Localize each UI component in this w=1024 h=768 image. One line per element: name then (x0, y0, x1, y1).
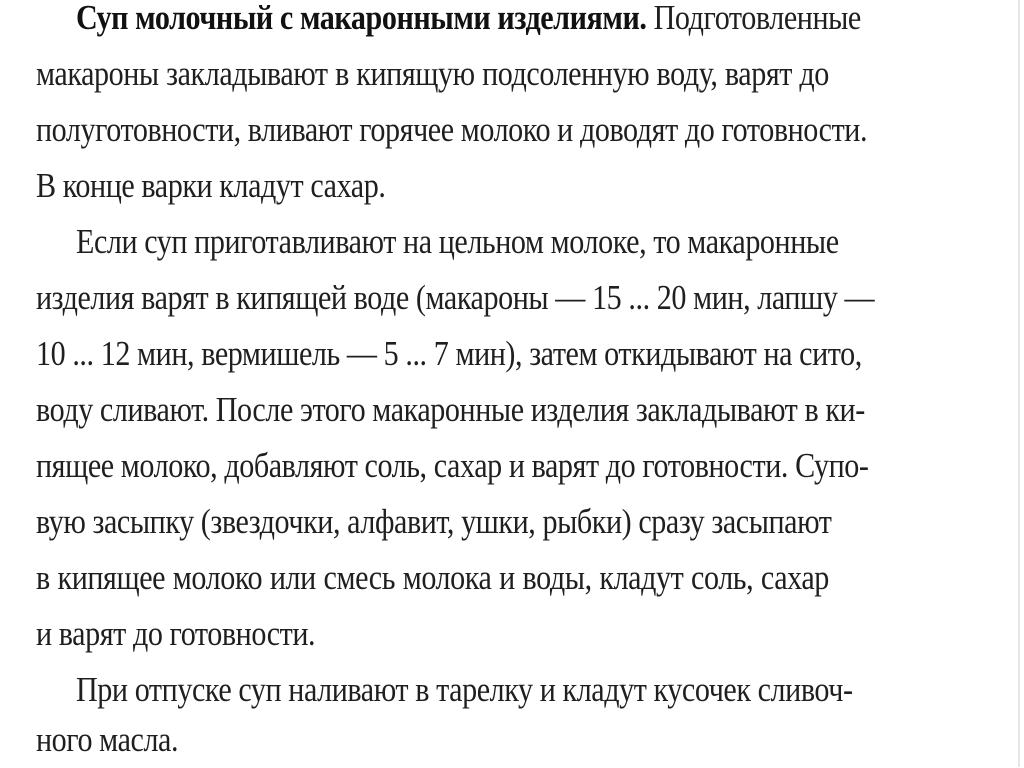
paragraph-1-line-1 (76, 0, 861, 46)
paragraph-3-line-2: ного масла. (36, 720, 179, 759)
paragraph-3-line-1: При отпуске суп наливают в тарелку и кладут кусочек сливоч- (76, 670, 853, 709)
paragraph-1-text: Подготовленные (646, 0, 861, 37)
paragraph-2-line-6: вую засыпку (звездочки, алфавит, ушки, рыбки) сразу засыпают (36, 502, 832, 541)
paragraph-2-line-3: 10 ... 12 мин, вермишель — 5 ... 7 мин), затем откидывают на сито, (36, 334, 862, 373)
paragraph-1-line-3: полуготовности, вливают горячее молоко и доводят до готовности. (36, 110, 868, 149)
paragraph-2-line-4: воду сливают. После этого макаронные изделия закладывают в ки- (36, 390, 865, 429)
paragraph-2-line-1: Если суп приготавливают на цельном молоке, то макаронные (76, 222, 839, 261)
paragraph-2-line-2: изделия варят в кипящей воде (макароны — 15 ... 20 мин, лапшу — (36, 278, 875, 317)
paragraph-1-line-2: макароны закладывают в кипящую подсоленную воду, варят до (36, 54, 829, 93)
paragraph-2-line-8: и варят до готовности. (36, 614, 316, 653)
paragraph-2-line-7: в кипящее молоко или смесь молока и воды, кладут соль, сахар (36, 558, 829, 597)
paragraph-2-line-5: пящее молоко, добавляют соль, сахар и варят до готовности. Супо- (36, 446, 869, 485)
paragraph-1-line-4: В конце варки кладут сахар. (36, 166, 386, 205)
page-edge-divider (1018, 0, 1020, 767)
recipe-title: Суп молочный с макаронными изделиями. (76, 0, 647, 37)
